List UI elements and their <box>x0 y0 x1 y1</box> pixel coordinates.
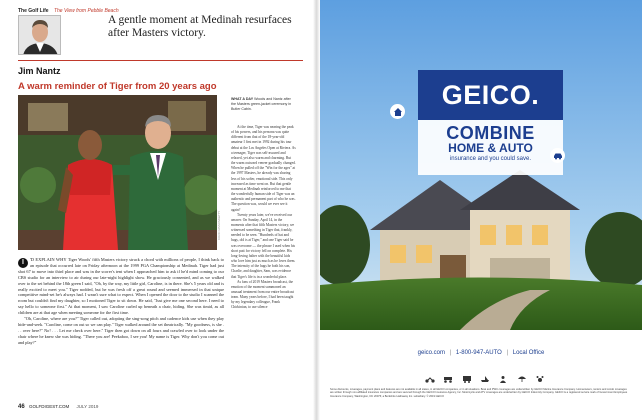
ad-local-office: Local Office <box>512 350 545 356</box>
paragraph: At the time, Tiger was nearing the peak of his powers, and his persona was quite different from that of the 18-year-old amateur I first met in 1992 during his tour debut at the Los Angeles Open at Riviera. As a teenager, Tiger was self-assured and relaxed, yet also warm and charming. But the warm outward veneer gradually changed. When he pulled off the "Win for the ages" at the 1997 Masters, he already was sharing less of his softer, emotional side. This only increased as time went on. But that gentle moment at Medinah reinforced to me that the wonderfully human side of Tiger was an authentic and permanent part of who he was. The question was, would we ever see it again? <box>231 125 296 212</box>
page-number: 46 <box>18 404 25 410</box>
atv-icon <box>443 370 453 378</box>
caption-lead: WHAT A DAY <box>231 97 254 101</box>
photo-caption <box>231 97 294 112</box>
geico-logo: GEICO. <box>441 79 540 110</box>
article-headline: A warm reminder of Tiger from 20 years ago <box>18 81 217 92</box>
ad-message-box <box>418 120 563 175</box>
issue-date: JULY 2019 <box>76 404 99 409</box>
ad-headline: COMBINE <box>446 123 535 143</box>
boat-icon <box>480 370 490 378</box>
divider <box>18 60 303 61</box>
lead-in: 'D EXPLAIN WHY <box>30 257 67 262</box>
ad-tagline: insurance and you could save. <box>449 156 532 162</box>
paragraph: As fans of 2019 Masters broadcast, the emotion of the moment summoned an unusual treatment from our entire broadcast team. Many years before, I had been taught by my legendary colleague, Frank Chirkinian, to use silence <box>231 279 294 310</box>
paragraph: Twenty years later, we've received our answer. On Sunday, April 14, in the moments after that fifth Masters victory, we witnessed something in Tiger that, frankly, needed to be seen. "Hundreds of hat and hugs, old is at Tiger," and one Tiger said he was overcome — the phrase I used when his short putt for victory fell on complete. His long-loving father with the beautiful kids who love him just as much as he loves them. The intensity of the hugs he both his son, Charlie, and daughter, Sam, was evidence that Tiger's life is in a wonderful place. <box>231 212 296 279</box>
separator: | <box>506 350 509 356</box>
rv-icon <box>462 370 472 378</box>
photo-credit: DAVID CANNON/GETTY <box>218 210 221 240</box>
paragraph <box>18 257 224 316</box>
page-gutter <box>313 0 320 420</box>
page-folio <box>18 404 98 410</box>
geico-logo-box <box>418 70 563 120</box>
paragraph: "Oh, Caroline, where are you?" Tiger called out, adopting the sing-song pitch and cadence kids use when they play hide-and-seek. "Caroline, come on out so we can play." Tiger walked around the set theatrically. "My goodness, is she . . . over here?" No! . . . Let me check over here." Tiger then got down on all fours and crawled over to look under the chair where he knew she was hiding. "There you are! Peekaboo, I see you! My name is Tiger. Why don't you come out and play?" <box>18 316 224 345</box>
motorcycle-icon <box>425 370 435 378</box>
life-icon <box>498 370 508 378</box>
pet-icon <box>535 370 545 378</box>
ad-disclaimer: Some discounts, coverages, payment plans and features are not available in all states, in all GEICO companies, or in all situations. Boat and PWC coverages are underwritten by GEICO Marine Insurance Company. Homeowners, renters and condo coverages are written through non-affiliated insurance companies and are secured through the GEICO Insurance Agency, Inc. Motorcycle and ATV coverages are underwritten by GEICO Indemnity Company. GEICO is a registered service mark of Government Employees Insurance Company, Washington, DC 20076; a Berkshire Hathaway Inc. subsidiary. © 2019 GEICO <box>330 388 628 398</box>
car-icon <box>550 148 565 163</box>
publication-url: GOLFDIGEST.COM <box>28 404 70 409</box>
drop-cap: I <box>18 258 28 268</box>
home-icon <box>390 104 405 119</box>
section-brand: The Golf Life <box>18 8 49 14</box>
magazine-page <box>0 0 313 420</box>
section-subtitle: The View from Pebble Beach <box>53 8 119 14</box>
ad-subheadline: HOME & AUTO <box>448 141 533 155</box>
article-tagline: A gentle moment at Medinah resurfaces after Masters victory. <box>108 14 292 39</box>
author-headshot <box>18 15 61 55</box>
paragraph-text: Tiger Woods' fifth Masters victory struck a chord with millions of people, I think back to an episode that occurred late on Friday afternoon at the 1999 PGA Championship at Medinah. Tiger had just shot 67 to move into third place and was in the scorer's tent when I approached him to ask if he'd mind coming to our CBS studio for an interview to air during our late-night highlight show. He graciously consented, and as we walked over to the set behind the 18th green I said, "Oh, by the way, my little girl, Caroline, is in there. She's 5 years old and is really excited to meet you." Tiger nodded, but he was fresh off a great round and seemed immersed in that unique competitive mind-set he's always had. I wasn't sure what to expect. When I opened the door to the studio I scanned the room but couldn't find my daughter, so I motioned Tiger to sit down. He said, "Just give me one second here. I need to say hello to someone first." At that moment, I saw Caroline curled up beneath a chair, hiding. She was timid, as all children are at that age when meeting someone for the first time. <box>18 257 225 316</box>
article-photo <box>18 95 217 250</box>
separator: | <box>449 350 452 356</box>
section-header <box>18 8 119 14</box>
caption-text: Woods and Nantz after the Masters green-jacket ceremony in Butler Cabin. <box>231 97 292 111</box>
ad-contact-bar <box>320 350 642 364</box>
umbrella-icon <box>517 370 527 378</box>
ad-website: geico.com <box>417 350 446 356</box>
advertisement-page <box>320 0 642 420</box>
article-body <box>18 257 224 346</box>
article-author: Jim Nantz <box>18 66 61 76</box>
product-icons <box>425 370 545 382</box>
ad-phone: 1-800-947-AUTO <box>455 350 502 356</box>
article-column-right <box>231 125 296 311</box>
